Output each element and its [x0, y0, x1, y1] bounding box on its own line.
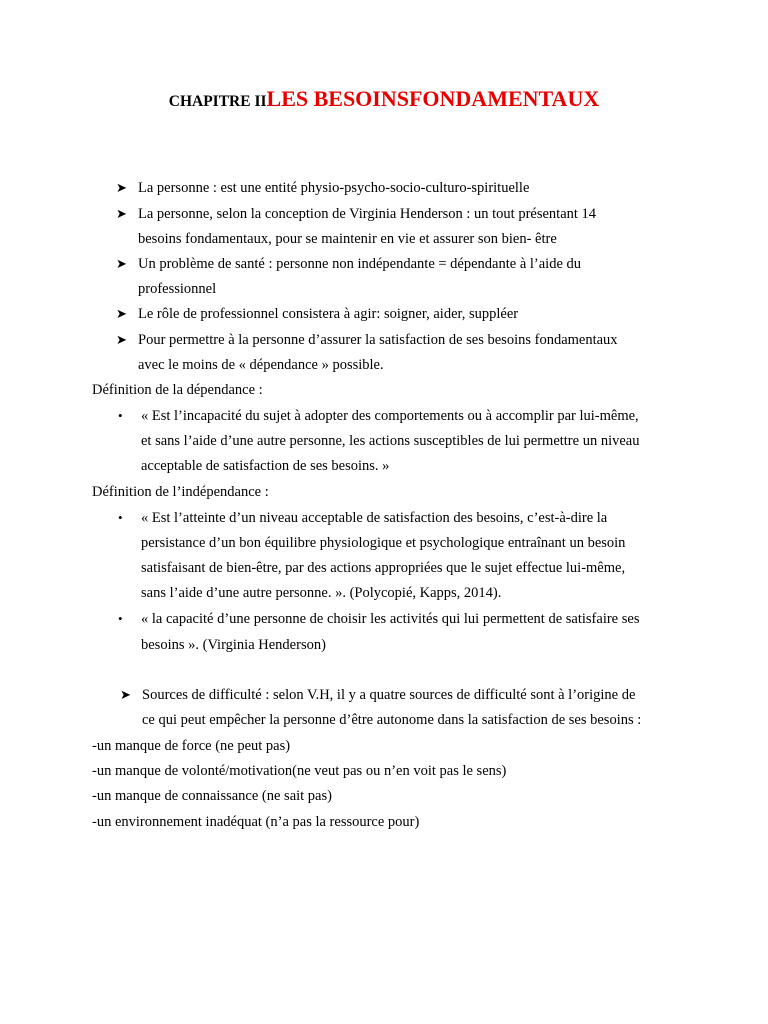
arrow-bullet-icon: ➤	[116, 332, 127, 347]
chapter-title	[0, 86, 768, 112]
arrow-bullet-icon: ➤	[116, 306, 127, 321]
item-sante-line-1: Un problème de santé : personne non indépendante = dépendante à l’aide du	[138, 256, 582, 272]
sources-line-2: ce qui peut empêcher la personne d’être autonome dans la satisfaction de ses besoins :	[142, 712, 642, 728]
item-permettre-line-2: avec le moins de « dépendance » possible.	[138, 357, 384, 373]
source-item-volonte: -un manque de volonté/motivation(ne veut pas ou n’en voit pas le sens)	[92, 763, 507, 779]
arrow-bullet-icon: ➤	[116, 256, 127, 271]
bullet-icon: •	[118, 510, 123, 525]
item-henderson-line-2: besoins fondamentaux, pour se maintenir en vie et assurer son bien- être	[138, 231, 557, 247]
dependance-line-1: « Est l’incapacité du sujet à adopter des comportements ou à accomplir par lui-même,	[141, 408, 639, 424]
dependance-line-3: acceptable de satisfaction de ses besoins. »	[141, 458, 390, 474]
sources-line-1: Sources de difficulté : selon V.H, il y a quatre sources de difficulté sont à l’origine de	[142, 687, 636, 703]
arrow-bullet-icon: ➤	[116, 206, 127, 221]
item-sante-line-2: professionnel	[138, 281, 217, 297]
source-item-environnement: -un environnement inadéquat (n’a pas la ressource pour)	[92, 814, 420, 830]
chapter-main-title: LES BESOINSFONDAMENTAUX	[266, 86, 600, 111]
dependance-heading: Définition de la dépendance :	[92, 382, 263, 398]
item-personne-line: La personne : est une entité physio-psycho-socio-culturo-spirituelle	[138, 180, 530, 196]
chapter-label: CHAPITRE II	[168, 93, 267, 110]
dependance-line-2: et sans l’aide d’une autre personne, les actions susceptibles de lui permettre un niveau	[141, 433, 640, 449]
independance-1-line-4: sans l’aide d’une autre personne. ». (Polycopié, Kapps, 2014).	[141, 585, 502, 601]
arrow-bullet-icon: ➤	[116, 180, 127, 195]
independance-heading: Définition de l’indépendance :	[92, 484, 269, 500]
item-henderson-line-1: La personne, selon la conception de Virginia Henderson : un tout présentant 14	[138, 206, 597, 222]
item-role-line: Le rôle de professionnel consistera à agir: soigner, aider, suppléer	[138, 306, 519, 322]
source-item-connaissance: -un manque de connaissance (ne sait pas)	[92, 788, 332, 804]
independance-1-line-1: « Est l’atteinte d’un niveau acceptable de satisfaction des besoins, c’est-à-dire la	[141, 510, 608, 526]
bullet-icon: •	[118, 611, 123, 626]
source-item-force: -un manque de force (ne peut pas)	[92, 738, 291, 754]
independance-1-line-2: persistance d’un bon équilibre physiologique et psychologique entraînant un besoin	[141, 535, 626, 551]
independance-1-line-3: satisfaisant de bien-être, par des actions appropriées que le sujet effectue lui-même,	[141, 560, 626, 576]
independance-2-line-2: besoins ». (Virginia Henderson)	[141, 637, 326, 653]
arrow-bullet-icon: ➤	[120, 687, 131, 702]
bullet-icon: •	[118, 408, 123, 423]
item-permettre-line-1: Pour permettre à la personne d’assurer la satisfaction de ses besoins fondamentaux	[138, 332, 618, 348]
independance-2-line-1: « la capacité d’une personne de choisir les activités qui lui permettent de satisfaire ses	[141, 611, 640, 627]
